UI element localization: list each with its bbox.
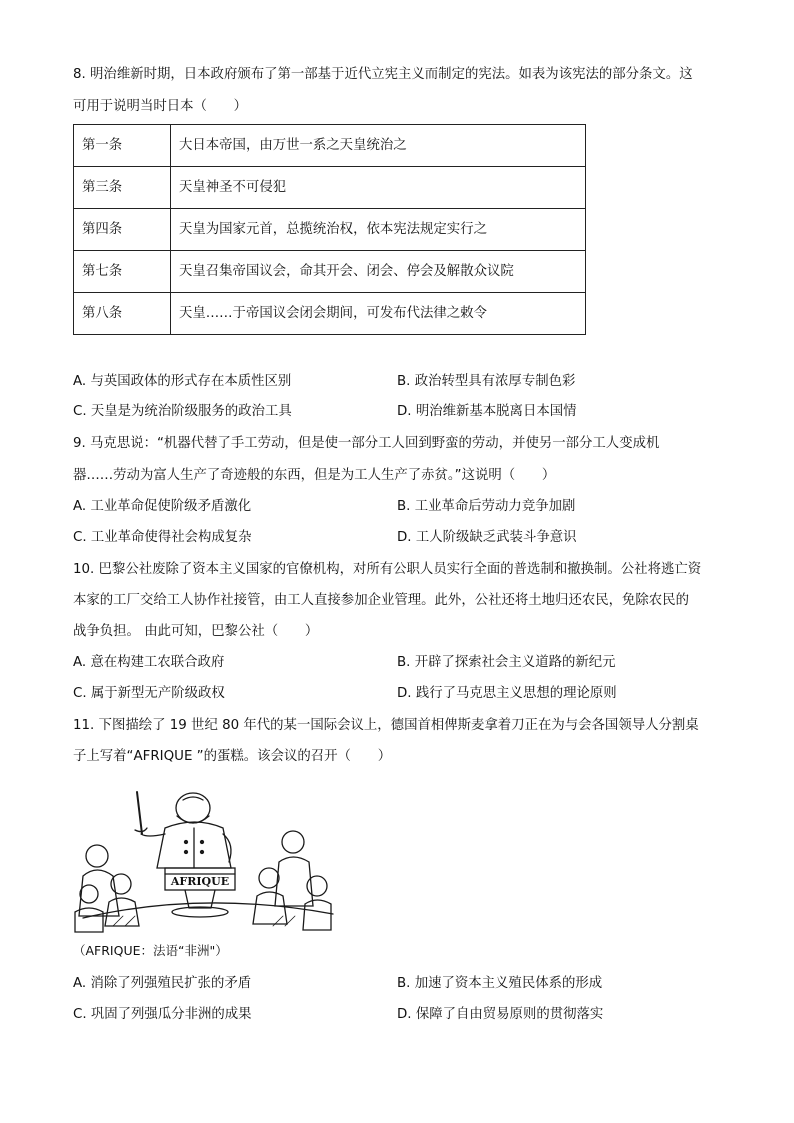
q9-option-d: D. 工人阶级缺乏武装斗争意识 (397, 530, 577, 545)
q9-stem-line2: 器……劳动为富人生产了奇迹般的东西，但是为工人生产了赤贫。”这说明（ ） (73, 468, 556, 483)
q8-option-b: B. 政治转型具有浓厚专制色彩 (397, 374, 576, 389)
constitution-table (73, 124, 586, 335)
table-row (74, 167, 586, 209)
article-number: 第一条 (74, 125, 171, 167)
table-row (74, 125, 586, 167)
q11-stem-line1: 11. 下图描绘了 19 世纪 80 年代的某一国际会议上，德国首相俾斯麦拿着刀正在为与会各国领导人分割桌 (73, 718, 699, 733)
q11-caption: （AFRIQUE：法语“非洲"） (73, 943, 228, 958)
article-text: 天皇为国家元首，总揽统治权，依本宪法规定实行之 (171, 209, 586, 251)
q8-stem-line2: 可用于说明当时日本（ ） (73, 99, 248, 114)
q11-option-c: C. 巩固了列强瓜分非洲的成果 (73, 1007, 252, 1022)
q10-stem-line2: 本家的工厂交给工人协作社接管，由工人直接参加企业管理。此外，公社还将土地归还农民，免除农民的 (73, 593, 689, 608)
article-number: 第七条 (74, 251, 171, 293)
q11-option-a: A. 消除了列强殖民扩张的矛盾 (73, 976, 252, 991)
q9-option-b: B. 工业革命后劳动力竞争加剧 (397, 499, 576, 514)
q10-stem-line3: 战争负担。 由此可知，巴黎公社（ ） (73, 624, 319, 639)
q10-option-c: C. 属于新型无产阶级政权 (73, 686, 225, 701)
article-number: 第三条 (74, 167, 171, 209)
q8-option-c: C. 天皇是为统治阶级服务的政治工具 (73, 404, 292, 419)
q11-option-d: D. 保障了自由贸易原则的贯彻落实 (397, 1007, 604, 1022)
q10-option-b: B. 开辟了探索社会主义道路的新纪元 (397, 655, 616, 670)
table-row (74, 251, 586, 293)
table-row (74, 209, 586, 251)
q8-option-d: D. 明治维新基本脱离日本国情 (397, 404, 577, 419)
cake-label: AFRIQUE (170, 875, 230, 888)
article-number: 第八条 (74, 293, 171, 335)
bismarck-cartoon-image (73, 786, 339, 934)
article-number: 第四条 (74, 209, 171, 251)
q9-option-a: A. 工业革命促使阶级矛盾激化 (73, 499, 252, 514)
q9-stem-line1: 9. 马克思说：“机器代替了手工劳动，但是使一部分工人回到野蛮的劳动，并使另一部分工人变成机 (73, 436, 660, 451)
q10-option-d: D. 践行了马克思主义思想的理论原则 (397, 686, 617, 701)
q8-stem-line1: 8. 明治维新时期，日本政府颁布了第一部基于近代立宪主义而制定的宪法。如表为该宪法的部分条文。这 (73, 67, 693, 82)
q11-option-b: B. 加速了资本主义殖民体系的形成 (397, 976, 603, 991)
q8-option-a: A. 与英国政体的形式存在本质性区别 (73, 374, 292, 389)
article-text: 天皇……于帝国议会闭会期间，可发布代法律之敕令 (171, 293, 586, 335)
q10-stem-line1: 10. 巴黎公社废除了资本主义国家的官僚机构，对所有公职人员实行全面的普选制和撤换制。公社将逃亡资 (73, 562, 702, 577)
article-text: 天皇神圣不可侵犯 (171, 167, 586, 209)
q11-stem-line2: 子上写着“AFRIQUE ”的蛋糕。该会议的召开（ ） (73, 749, 392, 764)
article-text: 天皇召集帝国议会，命其开会、闭会、停会及解散众议院 (171, 251, 586, 293)
q10-option-a: A. 意在构建工农联合政府 (73, 655, 225, 670)
q9-option-c: C. 工业革命使得社会构成复杂 (73, 530, 252, 545)
table-row (74, 293, 586, 335)
article-text: 大日本帝国，由万世一系之天皇统治之 (171, 125, 586, 167)
